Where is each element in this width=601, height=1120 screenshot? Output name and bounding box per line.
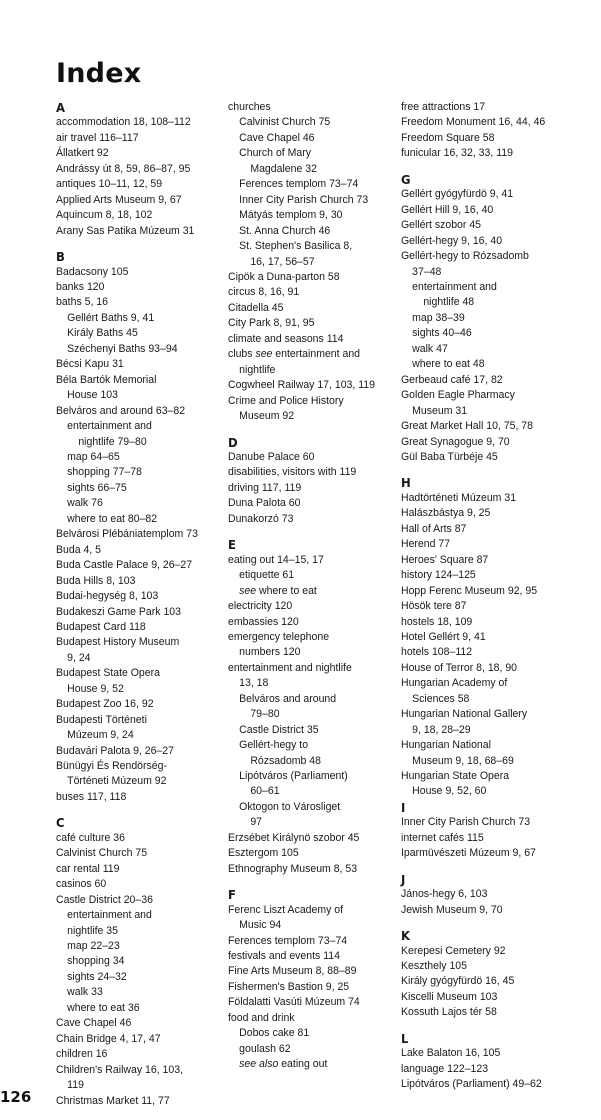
index-subentry: where to eat 36 xyxy=(67,1001,140,1014)
index-entry: food and drink xyxy=(228,1011,295,1024)
index-entry: Christmas Market 11, 77 xyxy=(56,1094,170,1107)
index-column-2 xyxy=(228,100,397,1073)
index-entry: antiques 10–11, 12, 59 xyxy=(56,178,163,191)
index-subentry: walk 47 xyxy=(412,342,448,355)
index-subentry: Belváros and around xyxy=(239,692,337,705)
index-subentry: 13, 18 xyxy=(239,677,269,690)
index-entry: Cogwheel Railway 17, 103, 119 xyxy=(228,379,375,392)
index-entry: Erzsébet Királynö szobor 45 xyxy=(228,831,360,844)
index-subentry: Castle District 35 xyxy=(239,723,319,736)
index-subentry: Calvinist Church 75 xyxy=(239,116,331,129)
index-entry: Budakeszi Game Park 103 xyxy=(56,605,181,618)
index-entry: Lipótváros (Parliament) 49–62 xyxy=(401,1078,542,1091)
index-subentry: entertainment and xyxy=(67,909,152,922)
index-entry: hostels 18, 109 xyxy=(401,615,473,628)
section-letter: D xyxy=(228,434,238,450)
index-subentry: Magdalene 32 xyxy=(250,162,317,175)
section-letter: E xyxy=(228,537,236,553)
index-entry: electricity 120 xyxy=(228,600,293,613)
index-entry: café culture 36 xyxy=(56,831,125,844)
index-subentry: Museum 9, 18, 68–69 xyxy=(412,754,514,767)
index-subentry: numbers 120 xyxy=(239,646,301,659)
index-entry: eating out 14–15, 17 xyxy=(228,553,324,566)
section-spacer xyxy=(228,527,397,537)
index-subentry: House 9, 52, 60 xyxy=(412,785,487,798)
index-subentry: House 9, 52 xyxy=(67,682,124,695)
cross-reference: see xyxy=(239,584,257,597)
index-entry: Budapest Zoo 16, 92 xyxy=(56,698,154,711)
index-entry: Gellért gyógyfürdö 9, 41 xyxy=(401,188,514,201)
index-subentry: House 103 xyxy=(67,389,118,402)
index-entry: Esztergom 105 xyxy=(228,847,299,860)
index-subentry: 16, 17, 56–57 xyxy=(250,255,315,268)
index-entry: funicular 16, 32, 33, 119 xyxy=(401,147,513,160)
section-letter: K xyxy=(401,928,411,944)
index-subentry: Mátyás templom 9, 30 xyxy=(239,209,343,222)
index-subentry: shopping 77–78 xyxy=(67,466,142,479)
page-number: 126 xyxy=(0,1088,32,1106)
index-entry: Gül Baba Türbéje 45 xyxy=(401,450,498,463)
index-subentry: Museum 92 xyxy=(239,410,295,423)
index-entry: Hösök tere 87 xyxy=(401,600,467,613)
section-letter: G xyxy=(401,171,411,187)
index-subentry: entertainment and xyxy=(67,420,152,433)
index-entry: Gellért-hegy 9, 16, 40 xyxy=(401,234,503,247)
section-letter: B xyxy=(56,249,65,265)
index-subentry: 119 xyxy=(67,1079,84,1092)
index-entry: Állatkert 92 xyxy=(56,147,109,160)
index-subentry: Történeti Múzeum 92 xyxy=(67,775,167,788)
index-entry: City Park 8, 91, 95 xyxy=(228,317,315,330)
index-subentry: 9, 18, 28–29 xyxy=(412,723,471,736)
index-entry: festivals and events 114 xyxy=(228,950,340,963)
index-entry: Hopp Ferenc Museum 92, 95 xyxy=(401,584,538,597)
section-spacer xyxy=(228,425,397,435)
index-entry: Gerbeaud café 17, 82 xyxy=(401,373,503,386)
index-subentry: etiquette 61 xyxy=(239,569,295,582)
index-entry: Kerepesi Cemetery 92 xyxy=(401,944,506,957)
index-entry: Golden Eagle Pharmacy xyxy=(401,389,515,402)
index-entry: Crime and Police History xyxy=(228,394,344,407)
index-entry: Iparmüvészeti Múzeum 9, 67 xyxy=(401,847,536,860)
index-entry: Herend 77 xyxy=(401,538,451,551)
index-entry: emergency telephone xyxy=(228,630,330,643)
index-entry: Béla Bartók Memorial xyxy=(56,373,157,386)
index-entry: Duna Palota 60 xyxy=(228,497,301,510)
index-entry: Bünügyi És Rendörség- xyxy=(56,760,167,773)
section-spacer xyxy=(401,862,594,872)
index-entry: Aquincum 8, 18, 102 xyxy=(56,209,153,222)
index-subentry: where to eat 48 xyxy=(412,358,485,371)
index-entry: Hotel Gellért 9, 41 xyxy=(401,630,486,643)
index-subentry: 97 xyxy=(250,816,263,829)
index-subentry: St. Stephen's Basilica 8, xyxy=(239,240,353,253)
index-subentry: map 38–39 xyxy=(412,311,465,324)
index-entry: Budavári Palota 9, 26–27 xyxy=(56,744,174,757)
index-entry: Inner City Parish Church 73 xyxy=(401,816,531,829)
index-entry: Calvinist Church 75 xyxy=(56,847,148,860)
index-entry: churches xyxy=(228,101,271,113)
index-entry: Kossuth Lajos tér 58 xyxy=(401,1006,497,1019)
index-column-3 xyxy=(401,100,594,1093)
index-entry: Applied Arts Museum 9, 67 xyxy=(56,193,182,206)
index-entry: Hungarian Academy of xyxy=(401,677,508,690)
index-subentry: 37–48 xyxy=(412,265,442,278)
index-entry: Bécsi Kapu 31 xyxy=(56,358,124,371)
index-entry: baths 5, 16 xyxy=(56,296,108,309)
index-entry: buses 117, 118 xyxy=(56,790,127,803)
index-entry: banks 120 xyxy=(56,280,105,293)
index-entry: Hungarian National Gallery xyxy=(401,708,528,721)
section-letter: H xyxy=(401,475,411,491)
index-entry: Fishermen's Bastion 9, 25 xyxy=(228,980,350,993)
index-entry: Cipök a Duna-parton 58 xyxy=(228,270,340,283)
index-subentry: Ferences templom 73–74 xyxy=(239,178,359,191)
section-spacer xyxy=(401,1021,594,1031)
index-entry: Children's Railway 16, 103, xyxy=(56,1063,183,1076)
index-entry: Andrássy út 8, 59, 86–87, 95 xyxy=(56,162,191,175)
section-spacer xyxy=(401,465,594,475)
index-entry: Freedom Monument 16, 44, 46 xyxy=(401,116,546,129)
index-entry: Gellért-hegy to Rózsadomb xyxy=(401,250,529,263)
index-entry: driving 117, 119 xyxy=(228,481,302,494)
cross-reference: see xyxy=(255,348,273,361)
index-entry: Danube Palace 60 xyxy=(228,450,315,463)
index-entry: Castle District 20–36 xyxy=(56,893,153,906)
index-subentry: Gellért-hegy to xyxy=(239,739,309,752)
index-subentry: Museum 31 xyxy=(412,404,468,417)
index-subentry: Széchenyi Baths 93–94 xyxy=(67,342,178,355)
index-entry: Hall of Arts 87 xyxy=(401,522,467,535)
index-entry: Keszthely 105 xyxy=(401,960,468,973)
index-entry: Ferenc Liszt Academy of xyxy=(228,903,344,916)
index-subentry: Music 94 xyxy=(239,919,282,932)
index-entry: Ferences templom 73–74 xyxy=(228,934,348,947)
index-subentry: entertainment and xyxy=(412,280,497,293)
index-entry: Dunakorzó 73 xyxy=(228,512,294,525)
index-entry: clubs see entertainment and xyxy=(228,348,361,361)
index-subentry: Dobos cake 81 xyxy=(239,1027,310,1040)
section-spacer xyxy=(56,805,220,815)
index-entry: Hungarian National xyxy=(401,739,491,752)
index-subentry: shopping 34 xyxy=(67,955,125,968)
index-entry: Freedom Square 58 xyxy=(401,131,495,144)
index-entry: children 16 xyxy=(56,1048,108,1061)
index-entry: Budai-hegység 8, 103 xyxy=(56,590,159,603)
index-entry: Ethnography Museum 8, 53 xyxy=(228,862,358,875)
index-entry: casinos 60 xyxy=(56,878,107,891)
index-entry: accommodation 18, 108–112 xyxy=(56,116,191,129)
index-subentry: Király Baths 45 xyxy=(67,327,138,340)
index-entry: Halászbástya 9, 25 xyxy=(401,507,491,520)
index-subentry: see also eating out xyxy=(239,1058,328,1071)
index-subentry: St. Anna Church 46 xyxy=(239,224,331,237)
section-spacer xyxy=(401,918,594,928)
index-entry: Gellért Hill 9, 16, 40 xyxy=(401,203,494,216)
index-subentry: walk 76 xyxy=(67,497,103,510)
index-subentry: 79–80 xyxy=(250,708,280,721)
index-subentry: nightlife 79–80 xyxy=(78,435,147,448)
section-letter: C xyxy=(56,815,65,831)
index-entry: Great Market Hall 10, 75, 78 xyxy=(401,420,533,433)
section-spacer xyxy=(56,239,220,249)
section-spacer xyxy=(228,877,397,887)
index-subentry: map 64–65 xyxy=(67,450,120,463)
index-entry: internet cafés 115 xyxy=(401,831,484,844)
index-entry: Badacsony 105 xyxy=(56,265,129,278)
index-entry: Cave Chapel 46 xyxy=(56,1017,132,1030)
index-subentry: see where to eat xyxy=(239,584,317,597)
index-entry: Hadtörténeti Múzeum 31 xyxy=(401,491,517,504)
index-subentry: where to eat 80–82 xyxy=(67,512,158,525)
index-subentry: Inner City Parish Church 73 xyxy=(239,193,369,206)
index-entry: Great Synagogue 9, 70 xyxy=(401,435,510,448)
section-spacer xyxy=(401,162,594,172)
index-subentry: walk 33 xyxy=(67,986,103,999)
index-subentry: goulash 62 xyxy=(239,1042,291,1055)
index-entry: air travel 116–117 xyxy=(56,131,139,144)
index-entry: Budapest History Museum xyxy=(56,636,180,649)
index-subentry: nightlife 35 xyxy=(67,924,118,937)
index-entry: Budapest State Opera xyxy=(56,667,160,680)
index-entry: Fine Arts Museum 8, 88–89 xyxy=(228,965,357,978)
index-entry: embassies 120 xyxy=(228,615,299,628)
index-entry: Citadella 45 xyxy=(228,301,284,314)
index-entry: Buda Castle Palace 9, 26–27 xyxy=(56,559,193,572)
index-entry: Lake Balaton 16, 105 xyxy=(401,1047,501,1060)
index-entry: János-hegy 6, 103 xyxy=(401,888,488,901)
index-entry: Buda 4, 5 xyxy=(56,543,101,556)
index-entry: hotels 108–112 xyxy=(401,646,473,659)
index-subentry: Rózsadomb 48 xyxy=(250,754,321,767)
index-entry: Hungarian State Opera xyxy=(401,770,510,783)
index-subentry: map 22–23 xyxy=(67,940,120,953)
index-entry: Belvárosi Plébániatemplom 73 xyxy=(56,528,198,541)
index-subentry: sights 24–32 xyxy=(67,970,127,983)
index-entry: Kiscelli Museum 103 xyxy=(401,990,498,1003)
section-letter: I xyxy=(401,799,406,815)
index-entry: climate and seasons 114 xyxy=(228,332,344,345)
index-entry: language 122–123 xyxy=(401,1062,489,1075)
index-subentry: Gellért Baths 9, 41 xyxy=(67,311,155,324)
index-entry: Heroes' Square 87 xyxy=(401,553,489,566)
cross-reference: see also xyxy=(239,1058,279,1071)
section-letter: F xyxy=(228,887,236,903)
index-subentry: nightlife 48 xyxy=(423,296,475,309)
index-entry: history 124–125 xyxy=(401,569,476,582)
index-subentry: Lipótváros (Parliament) xyxy=(239,770,348,783)
index-entry: entertainment and nightlife xyxy=(228,661,352,674)
index-entry: Jewish Museum 9, 70 xyxy=(401,903,503,916)
index-entry: Chain Bridge 4, 17, 47 xyxy=(56,1032,161,1045)
section-letter: J xyxy=(401,871,406,887)
index-entry: Budapesti Történeti xyxy=(56,713,147,726)
section-letter: A xyxy=(56,100,66,115)
index-column-1 xyxy=(56,100,220,1109)
index-subentry: sights 40–46 xyxy=(412,327,472,340)
index-subentry: sights 66–75 xyxy=(67,481,127,494)
index-entry: circus 8, 16, 91 xyxy=(228,286,300,299)
index-subentry: Cave Chapel 46 xyxy=(239,131,315,144)
section-letter: L xyxy=(401,1030,409,1046)
index-entry: Budapest Card 118 xyxy=(56,620,146,633)
index-entry: Gellért szobor 45 xyxy=(401,219,482,232)
index-entry: Király gyógyfürdö 16, 45 xyxy=(401,975,515,988)
index-entry: free attractions 17 xyxy=(401,101,486,113)
index-entry: Földalatti Vasúti Múzeum 74 xyxy=(228,996,360,1009)
index-entry: disabilities, visitors with 119 xyxy=(228,466,357,479)
index-subentry: nightlife xyxy=(239,363,276,376)
index-subentry: Múzeum 9, 24 xyxy=(67,729,134,742)
index-subentry: Sciences 58 xyxy=(412,692,470,705)
page-title: Index xyxy=(56,58,142,89)
index-subentry: Church of Mary xyxy=(239,147,311,160)
index-entry: Buda Hills 8, 103 xyxy=(56,574,136,587)
index-entry: car rental 119 xyxy=(56,862,120,875)
index-entry: Arany Sas Patika Múzeum 31 xyxy=(56,224,195,237)
index-entry: Belváros and around 63–82 xyxy=(56,404,186,417)
index-entry: House of Terror 8, 18, 90 xyxy=(401,661,518,674)
index-subentry: 9, 24 xyxy=(67,651,91,664)
index-subentry: Oktogon to Városliget xyxy=(239,800,341,813)
index-subentry: 60–61 xyxy=(250,785,280,798)
